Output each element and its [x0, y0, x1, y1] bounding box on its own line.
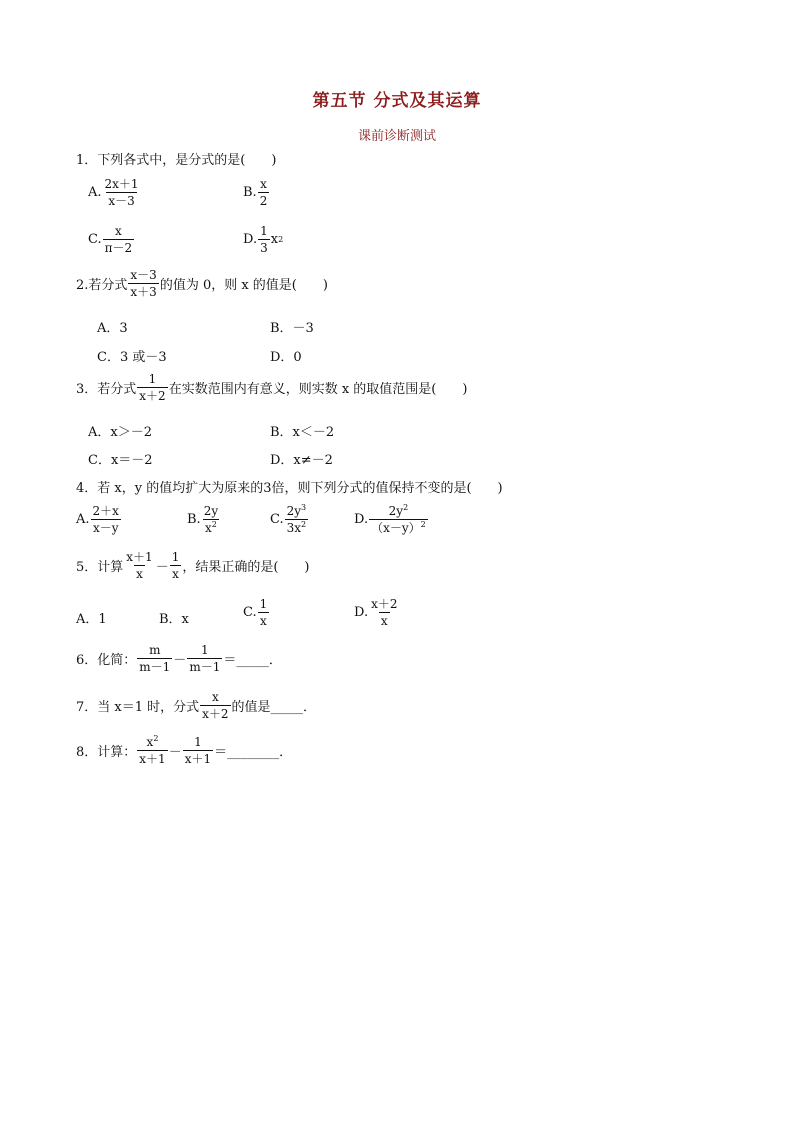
q1-option-b: [243, 178, 270, 207]
fraction: [369, 505, 428, 534]
exponent: 2: [211, 520, 217, 529]
minus-sign: －: [173, 653, 187, 668]
stem-text: 7．当 x＝1 时，分式: [76, 700, 200, 715]
denominator-base: x: [204, 521, 212, 535]
fraction: [170, 551, 182, 580]
q3-option-a: A．x＞－2: [88, 425, 152, 440]
denominator: 3: [260, 241, 268, 255]
denominator: m－1: [189, 660, 221, 674]
q4-stem: 4．若 x，y 的值均扩大为原来的3倍，则下列分式的值保持不变的是( ): [76, 481, 503, 496]
exponent: 2: [153, 734, 159, 743]
q4-option-c: [270, 505, 309, 534]
denominator: x－y: [92, 521, 119, 535]
fraction: [202, 505, 220, 534]
q3-option-c: C．x＝－2: [88, 453, 153, 468]
minus-sign: －: [168, 745, 182, 760]
denominator: [369, 519, 428, 534]
exponent: 2: [301, 520, 307, 529]
numerator-base: x: [146, 735, 154, 749]
fraction: [200, 691, 230, 720]
numerator: x: [211, 690, 219, 704]
q3-stem: [76, 373, 467, 402]
q5-stem: [76, 551, 310, 580]
q1-stem: 1．下列各式中，是分式的是( ): [76, 153, 277, 168]
denominator: x＋1: [184, 752, 212, 766]
q3-option-b: B．x＜－2: [270, 425, 335, 440]
numerator: x＋1: [126, 550, 153, 564]
q8-stem: [76, 736, 292, 765]
fraction: [137, 644, 172, 673]
minus-sign: －: [155, 560, 169, 575]
q4-option-b: [187, 505, 221, 534]
exponent: 2: [420, 520, 426, 529]
fraction: [258, 225, 270, 254]
q6-stem: [76, 644, 282, 673]
numerator: 1: [260, 224, 268, 238]
fraction: [103, 225, 135, 254]
q7-stem: [76, 691, 316, 720]
numerator: 2y: [203, 504, 219, 518]
stem-text: ＝_____．: [223, 653, 282, 668]
page-subtitle: 课前诊断测试: [357, 129, 436, 144]
fraction: [258, 178, 270, 207]
numerator: m: [149, 643, 161, 657]
fraction: [128, 269, 158, 298]
numerator: 2＋x: [92, 504, 119, 518]
q1-option-c: [88, 225, 135, 254]
numerator: 1: [194, 735, 202, 749]
q5-option-a: A．1: [76, 612, 107, 627]
option-label: C.: [88, 232, 102, 247]
option-label: D.: [354, 605, 369, 620]
numerator: 2x＋1: [104, 177, 139, 191]
denominator: x＋3: [130, 285, 157, 299]
fraction: [137, 736, 167, 765]
option-label: C.: [243, 605, 257, 620]
denominator: x: [172, 567, 179, 581]
stem-text: 的值为 0，则 x 的值是( ): [159, 278, 328, 293]
option-label: B.: [243, 185, 257, 200]
numerator-base: 2y: [388, 504, 404, 518]
q3-option-d: D．x≠－2: [270, 453, 333, 468]
q1-option-d: D. $\frac{1}{3}$ x 2: [243, 224, 284, 255]
stem-text: 6．化简：: [76, 653, 137, 668]
fraction: [187, 644, 222, 673]
option-label: B.: [187, 512, 201, 527]
denominator: [203, 519, 219, 534]
numerator: x－3: [130, 268, 157, 282]
denominator: x: [260, 614, 267, 628]
q1-option-a: [88, 178, 142, 207]
stem-text: ，结果正确的是( ): [182, 560, 310, 575]
denominator: x＋2: [139, 389, 166, 403]
stem-text: 8．计算：: [76, 745, 137, 760]
denominator: x: [136, 567, 143, 581]
fraction: [91, 505, 121, 534]
numerator: [145, 736, 161, 750]
numerator: 1: [148, 372, 157, 386]
denominator: x＋1: [139, 752, 166, 766]
stem-text: 的值是_____．: [231, 700, 317, 715]
stem-text: 3．若分式: [76, 382, 137, 397]
q2-option-d: D．0: [270, 350, 302, 365]
q2-option-c: C．3 或－3: [97, 350, 167, 365]
fraction: [137, 373, 167, 402]
q5-option-c: [243, 598, 270, 627]
q2-stem: [76, 269, 328, 298]
term: x: [270, 232, 279, 247]
numerator: 1: [259, 597, 268, 611]
page-title: 第五节 分式及其运算: [312, 91, 482, 111]
q5-option-d: [354, 598, 401, 627]
fraction: [103, 178, 141, 207]
denominator: m－1: [139, 660, 171, 674]
fraction: [285, 505, 309, 534]
stem-text: 在实数范围内有意义，则实数 x 的取值范围是( ): [168, 382, 468, 397]
option-label: A.: [88, 185, 102, 200]
fraction: [183, 736, 213, 765]
stem-text: 2.若分式: [76, 278, 128, 293]
fraction: [258, 598, 270, 627]
denominator: π－2: [104, 241, 133, 255]
numerator: [387, 505, 411, 519]
stem-text: ＝________．: [214, 745, 293, 760]
option-label: C.: [270, 512, 284, 527]
stem-text: 5．计算: [76, 560, 124, 575]
fraction: [369, 598, 399, 627]
denominator: x: [380, 614, 388, 628]
q4-option-a: [76, 505, 122, 534]
denominator: [285, 519, 309, 534]
numerator: 1: [171, 550, 180, 564]
denominator-base: （x－y）: [371, 521, 421, 535]
denominator-base: 3x: [286, 521, 302, 535]
option-label: D.: [243, 232, 258, 247]
denominator: 2: [259, 194, 268, 208]
numerator: x: [115, 224, 122, 238]
option-label: A.: [76, 512, 90, 527]
fraction: [124, 551, 154, 580]
q4-option-d: [354, 505, 429, 534]
q2-option-a: A．3: [97, 321, 128, 336]
exponent: 2: [403, 503, 409, 512]
exponent: 3: [301, 503, 307, 512]
denominator: x－3: [108, 194, 135, 208]
q2-option-b: B．－3: [270, 321, 314, 336]
numerator: [285, 505, 309, 519]
numerator: 1: [201, 643, 209, 657]
q5-option-b: B．x: [159, 612, 189, 627]
numerator: x: [260, 177, 267, 191]
option-label: D.: [354, 512, 369, 527]
numerator: x＋2: [371, 597, 398, 611]
numerator-base: 2y: [286, 504, 302, 518]
denominator: x＋2: [202, 707, 229, 721]
